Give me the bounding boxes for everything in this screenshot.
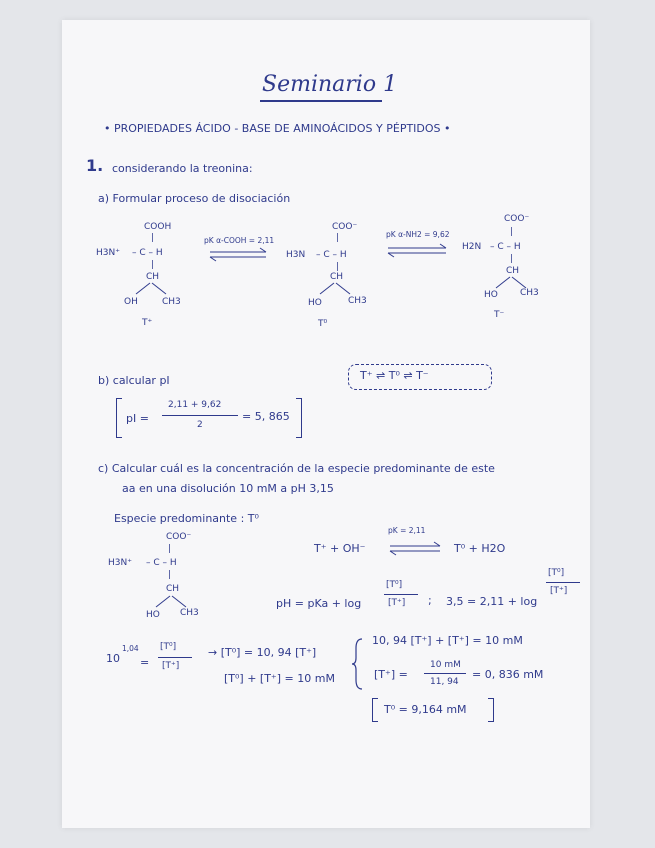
- hh-den2: [T⁺]: [550, 586, 568, 596]
- zwitterion-center: – C – H: [316, 250, 347, 260]
- c-side-ch: CH: [166, 584, 180, 594]
- zwitterion-side-ch: CH: [330, 272, 344, 282]
- anion-ch3: CH3: [520, 288, 539, 298]
- page-title: Seminario 1: [262, 72, 398, 97]
- pi-bracket-right: [296, 398, 302, 438]
- pi-bracket-left: [116, 398, 122, 438]
- section-heading: • PROPIEDADES ÁCIDO - BASE DE AMINOÁCIDOS Y PÉPTIDOS •: [104, 122, 451, 135]
- c-carboxyl: COO⁻: [166, 532, 192, 542]
- cation-bonds: [132, 282, 172, 296]
- final-answer: T⁰ = 9,164 mM: [384, 703, 467, 716]
- pi-lhs: pI =: [126, 412, 149, 425]
- cation-species: T⁺: [142, 318, 153, 328]
- hh-values: 3,5 = 2,11 + log: [446, 595, 538, 608]
- hh-num2: [T⁰]: [548, 568, 565, 578]
- cation-oh: OH: [124, 297, 138, 307]
- final-bracket-left: [372, 698, 378, 722]
- pi-numerator: 2,11 + 9,62: [168, 400, 222, 410]
- part-b-label: b) calcular pI: [98, 374, 170, 387]
- notebook-page: Seminario 1 • PROPIEDADES ÁCIDO - BASE DE AMINOÁCIDOS Y PÉPTIDOS • 1. considerando la treonina: a) Formular proceso de disociación COOH | H3N⁺ – C – H | CH OH CH3 T⁺ pK α-COOH = 2,11 COO⁻ | H3N – C – H | CH HO CH3 T⁰ pK α-NH2 = 9,62 COO⁻ | H2N – C – H | CH HO CH3 T⁻ b) calcular pI pI = 2,11 + 9,62 2 = 5, 865 T⁺ ⇌ T⁰ ⇌ T⁻ c) Calcular cuál es la concentración de la especie predominante de este aa en una disolución 10 mM a pH 3,15 Especie predominante : T⁰ COO⁻ | H3N⁺ – C – H | CH HO CH3 pK = 2,11 T⁺ + OH⁻ T⁰ + H2O pH = pKa + log [T⁰] [T⁺] ; 3,5 = 2,11 + log [T⁰] [T⁺] 10 1,04 = [T⁰] [T⁺] → [T⁰] = 10, 94 [T⁺] [T⁰] + [T⁺] = 10 mM 10, 94 [T⁺] + [T⁺] = 10 mM [T⁺] = 10 mM 11, 94 = 0, 836 mM T⁰ = 9,164 mM: [62, 20, 590, 828]
- zwitterion-amine: H3N: [286, 250, 306, 260]
- system-brace: [352, 638, 364, 690]
- cation-carboxyl: COOH: [144, 222, 172, 232]
- zwitterion-carboxyl: COO⁻: [332, 222, 358, 232]
- anion-amine: H2N: [462, 242, 482, 252]
- c-amine: H3N⁺: [108, 558, 132, 568]
- hh-den: [T⁺]: [388, 598, 406, 608]
- part-c-label-line1: c) Calcular cuál es la concentración de la especie predominante de este: [98, 462, 495, 475]
- step-den: [T⁺]: [162, 661, 180, 671]
- system-eq2-result: = 0, 836 mM: [472, 668, 544, 681]
- pk1-label: pK α-COOH = 2,11: [204, 236, 275, 245]
- system-eq1: 10, 94 [T⁺] + [T⁺] = 10 mM: [372, 634, 523, 647]
- hh-separator: ;: [428, 594, 432, 607]
- pi-denominator: 2: [197, 420, 203, 430]
- cation-ch3: CH3: [162, 297, 181, 307]
- c-ch3: CH3: [180, 608, 199, 618]
- question-number: 1.: [86, 156, 104, 175]
- final-bracket-right: [488, 698, 494, 722]
- anion-center: – C – H: [490, 242, 521, 252]
- reaction-reactants: T⁺ + OH⁻: [314, 542, 366, 555]
- reaction-pk: pK = 2,11: [388, 526, 426, 535]
- equilibrium-arrow-1: [210, 250, 268, 260]
- zwitterion-ch3: CH3: [348, 296, 367, 306]
- step-num: [T⁰]: [160, 642, 177, 652]
- equilibrium-arrow-2: [388, 246, 448, 256]
- anion-side-ch: CH: [506, 266, 520, 276]
- hh-lhs: pH = pKa + log: [276, 597, 362, 610]
- zwitterion-species: T⁰: [318, 319, 328, 329]
- zwitterion-bonds: [316, 282, 356, 296]
- title-underline: [260, 100, 382, 102]
- hh-num: [T⁰]: [386, 580, 403, 590]
- step-equals: =: [140, 656, 150, 669]
- step-arrow: → [T⁰] = 10, 94 [T⁺]: [208, 646, 317, 659]
- cation-amine: H3N⁺: [96, 248, 120, 258]
- c-bonds: [152, 595, 192, 609]
- anion-oh: HO: [484, 290, 498, 300]
- anion-species: T⁻: [494, 310, 505, 320]
- part-c-label-line2: aa en una disolución 10 mM a pH 3,15: [122, 482, 334, 495]
- system-eq2-den: 11, 94: [430, 677, 459, 687]
- cation-side-ch: CH: [146, 272, 160, 282]
- reaction-arrow: [390, 544, 442, 554]
- part-a-label: a) Formular proceso de disociación: [98, 192, 291, 205]
- step-sum: [T⁰] + [T⁺] = 10 mM: [224, 672, 335, 685]
- step-base: 10: [106, 652, 120, 665]
- pi-result: = 5, 865: [242, 410, 290, 423]
- cation-center: – C – H: [132, 248, 163, 258]
- pk2-label: pK α-NH2 = 9,62: [386, 230, 450, 239]
- zwitterion-oh: HO: [308, 298, 322, 308]
- anion-carboxyl: COO⁻: [504, 214, 530, 224]
- step-exponent: 1,04: [122, 644, 139, 653]
- reaction-products: T⁰ + H2O: [454, 542, 506, 555]
- question-text: considerando la treonina:: [112, 162, 253, 175]
- system-eq2-num: 10 mM: [430, 660, 461, 670]
- equilibrium-summary: T⁺ ⇌ T⁰ ⇌ T⁻: [360, 369, 429, 382]
- c-center: – C – H: [146, 558, 177, 568]
- c-oh: HO: [146, 610, 160, 620]
- predominant-species: Especie predominante : T⁰: [114, 512, 259, 525]
- system-eq2-lhs: [T⁺] =: [374, 668, 408, 681]
